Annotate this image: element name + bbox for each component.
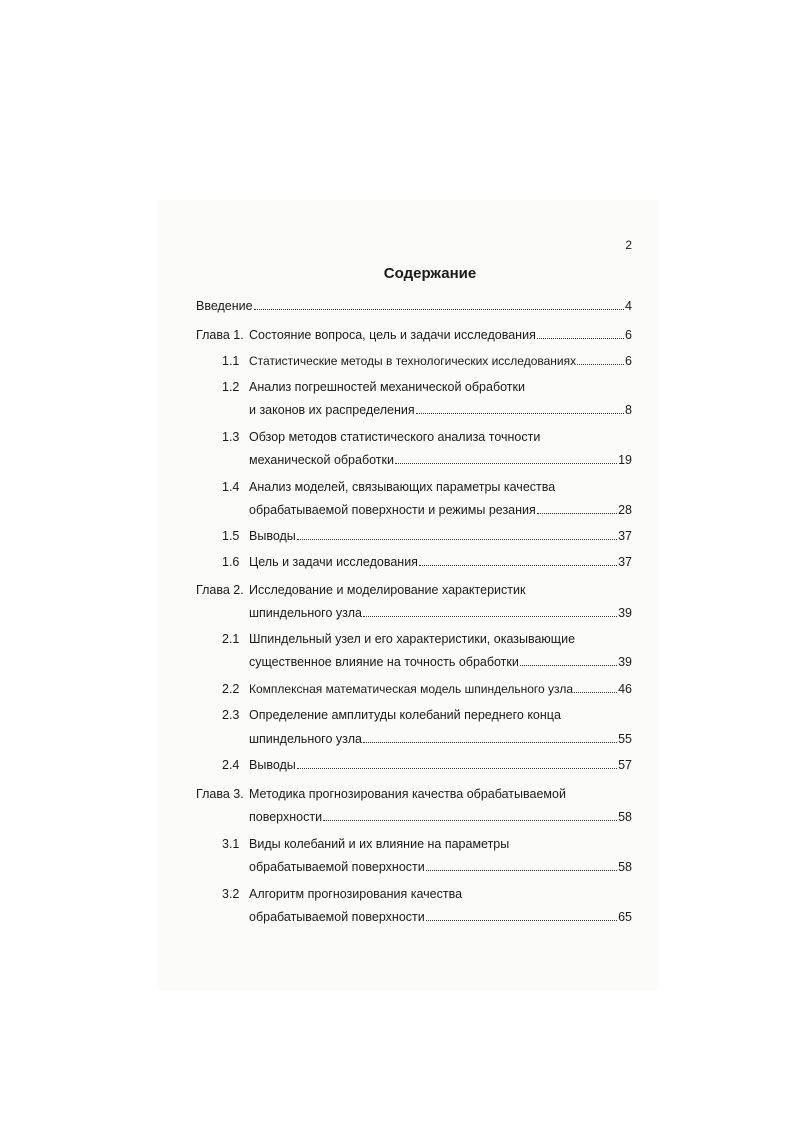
toc-leader	[363, 606, 617, 617]
toc-entry-label: 1.1	[222, 354, 240, 368]
toc-entry-label: 2.4	[222, 758, 240, 772]
toc-entry-label: 2.1	[222, 632, 240, 646]
toc-leader	[419, 555, 617, 566]
toc-entry-text: и законов их распределения	[249, 403, 415, 417]
toc-entry-label: 2.2	[222, 682, 240, 696]
toc-entry-text-line1: Алгоритм прогнозирования качества	[249, 887, 463, 901]
toc-leader	[426, 910, 617, 921]
toc-entry-label: 2.3	[222, 708, 240, 722]
toc-entry-text-line1: Исследование и моделирование характеристик	[249, 583, 526, 597]
toc-entry-page: 8	[625, 403, 632, 417]
toc-entry-page: 39	[618, 606, 632, 620]
toc-entry-text-line1: Анализ погрешностей механической обработки	[249, 380, 525, 394]
toc-entry-text: шпиндельного узла	[249, 606, 362, 620]
toc-entry[interactable]	[249, 605, 632, 621]
toc-entry-page: 28	[618, 503, 632, 517]
toc-leader	[416, 403, 624, 414]
toc-entry-page: 19	[618, 453, 632, 467]
toc-entry-label: Глава 1.	[196, 328, 244, 342]
toc-entry-text-line1: Методика прогнозирования качества обрабатываемой	[249, 787, 566, 801]
toc-entry-page: 6	[625, 328, 632, 342]
toc-entry-page: 58	[618, 810, 632, 824]
toc-entry[interactable]	[249, 757, 632, 773]
toc-leader	[395, 453, 617, 464]
toc-entry-page: 4	[625, 299, 632, 313]
toc-entry-text-line1: Определение амплитуды колебаний переднего конца	[249, 708, 561, 722]
toc-entry[interactable]	[249, 327, 632, 343]
toc-leader	[574, 682, 617, 693]
toc-leader	[323, 810, 617, 821]
toc-entry-text-line1: Виды колебаний и их влияние на параметры	[249, 837, 510, 851]
toc-entry-label: 3.1	[222, 837, 240, 851]
toc-entry-page: 57	[618, 758, 632, 772]
toc-entry[interactable]	[249, 402, 632, 418]
toc-entry[interactable]	[249, 528, 632, 544]
toc-entry-label: Глава 3.	[196, 787, 244, 801]
toc-entry-text: существенное влияние на точность обработки	[249, 655, 519, 669]
toc-entry-page: 58	[618, 860, 632, 874]
toc-entry-text: обрабатываемой поверхности и режимы резания	[249, 503, 536, 517]
toc-entry[interactable]	[249, 654, 632, 670]
toc-entry[interactable]	[249, 859, 632, 875]
toc-entry[interactable]	[249, 809, 632, 825]
toc-entry[interactable]	[249, 502, 632, 518]
toc-entry-label: 1.6	[222, 555, 240, 569]
toc-entry-page: 37	[618, 529, 632, 543]
toc-entry[interactable]	[249, 731, 632, 747]
toc-leader	[537, 503, 617, 514]
toc-entry-label: 1.5	[222, 529, 240, 543]
toc-entry-page: 37	[618, 555, 632, 569]
toc-leader	[363, 732, 617, 743]
toc-entry-page: 39	[618, 655, 632, 669]
toc-entry-text: шпиндельного узла	[249, 732, 362, 746]
toc-leader	[254, 299, 624, 310]
page-number: 2	[625, 238, 632, 252]
toc-entry-text: Выводы	[249, 529, 296, 543]
toc-entry-text: Комплексная математическая модель шпиндельного узла	[249, 682, 574, 696]
toc-entry[interactable]	[196, 298, 632, 314]
toc-entry[interactable]	[249, 681, 632, 697]
toc-leader	[520, 655, 617, 666]
toc-entry-text: Состояние вопроса, цель и задачи исследования	[249, 328, 536, 342]
toc-entry-label: 1.4	[222, 480, 240, 494]
toc-leader	[426, 860, 617, 871]
toc-leader	[537, 328, 624, 339]
toc-entry-text-line1: Анализ моделей, связывающих параметры качества	[249, 480, 556, 494]
toc-entry-label: Глава 2.	[196, 583, 244, 597]
toc-entry-text: обрабатываемой поверхности	[249, 910, 425, 924]
toc-entry-page: 55	[618, 732, 632, 746]
toc-entry-text-line1: Обзор методов статистического анализа точности	[249, 430, 541, 444]
toc-leader	[297, 758, 617, 769]
toc-entry-text: Введение	[196, 299, 253, 313]
toc-entry-text: механической обработки	[249, 453, 394, 467]
toc-entry-label: 1.2	[222, 380, 240, 394]
toc-entry-text-line1: Шпиндельный узел и его характеристики, оказывающие	[249, 632, 576, 646]
toc-entry-text: Цель и задачи исследования	[249, 555, 418, 569]
toc-entry[interactable]	[249, 452, 632, 468]
toc-entry[interactable]	[249, 909, 632, 925]
toc-entry-page: 46	[618, 682, 632, 696]
toc-entry[interactable]	[249, 554, 632, 570]
toc-entry-text: Выводы	[249, 758, 296, 772]
toc-entry-text: обрабатываемой поверхности	[249, 860, 425, 874]
toc-leader	[577, 354, 624, 365]
toc-entry[interactable]	[249, 353, 632, 369]
toc-entry-page: 6	[625, 354, 632, 368]
toc-entry-label: 3.2	[222, 887, 240, 901]
toc-title: Содержание	[383, 265, 477, 282]
toc-entry-label: 1.3	[222, 430, 240, 444]
toc-entry-text: Статистические методы в технологических исследованиях	[249, 354, 577, 368]
toc-leader	[297, 529, 617, 540]
toc-entry-text: поверхности	[249, 810, 323, 824]
toc-entry-page: 65	[618, 910, 632, 924]
